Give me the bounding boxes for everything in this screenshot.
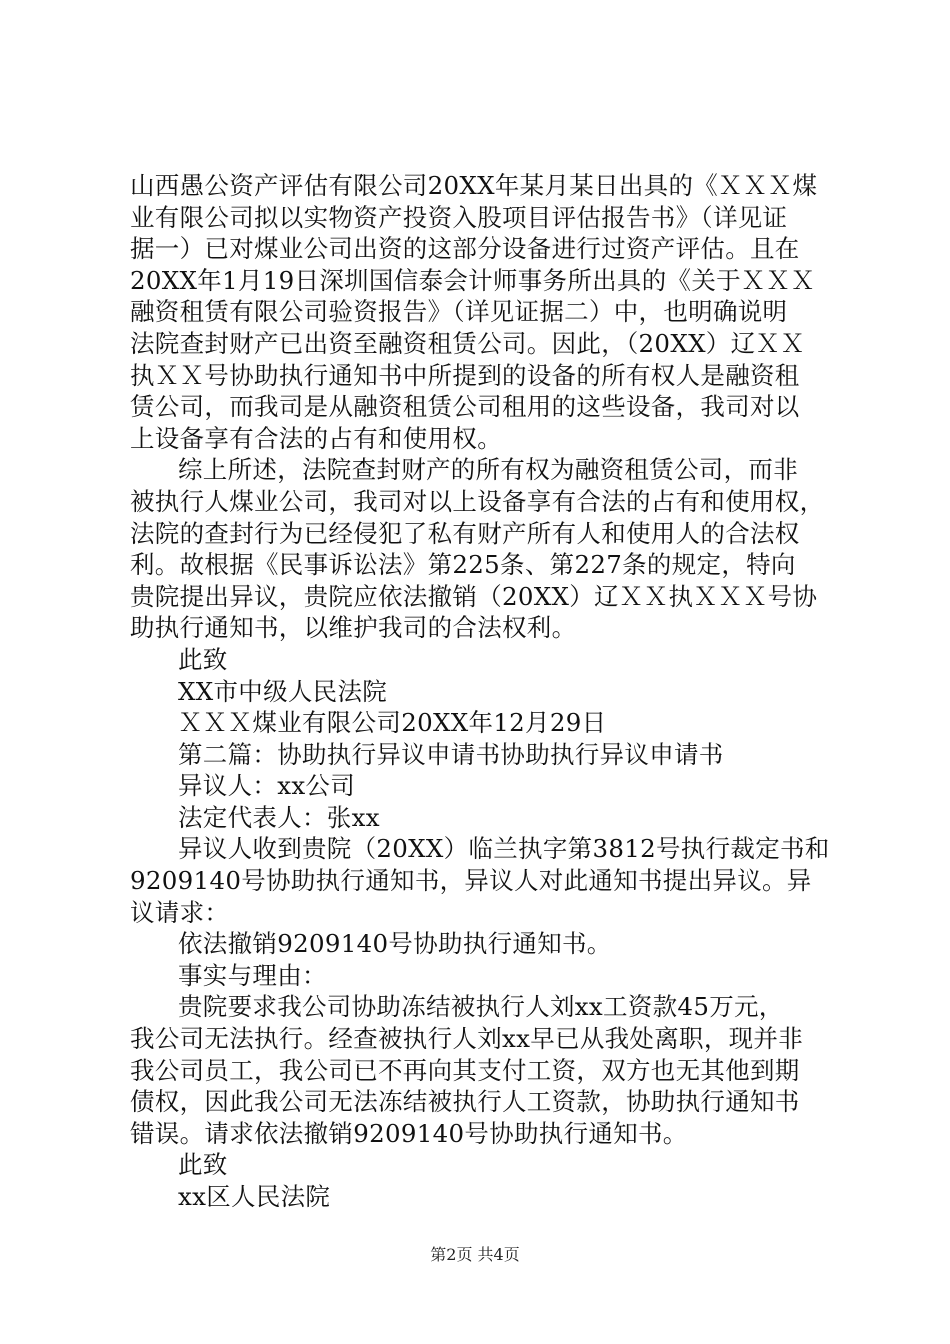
document-line: 综上所述，法院查封财产的所有权为融资租赁公司，而非 <box>178 455 798 485</box>
document-line: 第二篇：协助执行异议申请书协助执行异议申请书 <box>178 739 724 769</box>
document-line: 法院查封财产已出资至融资租赁公司。因此，（20XX）辽ＸＸ <box>130 328 806 358</box>
document-line: 赁公司，而我司是从融资租赁公司租用的这些设备，我司对以 <box>130 392 800 422</box>
document-line: 此致 <box>178 1150 228 1180</box>
document-line: 我公司无法执行。经查被执行人刘xx早已从我处离职，现并非 <box>130 1024 804 1054</box>
document-line: 上设备享有合法的占有和使用权。 <box>130 423 502 453</box>
document-line: 执ＸＸ号协助执行通知书中所提到的设备的所有权人是融资租 <box>130 360 800 390</box>
document-line: 被执行人煤业公司，我司对以上设备享有合法的占有和使用权， <box>130 486 825 516</box>
document-line: 事实与理由： <box>178 960 327 990</box>
document-line: 我公司员工，我公司已不再向其支付工资，双方也无其他到期 <box>130 1055 800 1085</box>
document-body <box>130 170 830 1213</box>
document-line: 异议人：xx公司 <box>178 771 356 801</box>
document-line: 融资租赁有限公司验资报告》（详见证据二）中，也明确说明 <box>130 297 788 327</box>
document-line: 9209140号协助执行通知书，异议人对此通知书提出异议。异 <box>130 866 812 896</box>
document-line: 业有限公司拟以实物资产投资入股项目评估报告书》（详见证 <box>130 202 788 232</box>
document-line: 20XX年1月19日深圳国信泰会计师事务所出具的《关于ＸＸＸ <box>130 265 816 295</box>
document-line: 贵院要求我公司协助冻结被执行人刘xx工资款45万元， <box>178 992 784 1022</box>
page-footer: 第2页 共4页 <box>430 1245 520 1264</box>
document-line: xx区人民法院 <box>178 1182 331 1211</box>
document-line: 依法撤销9209140号协助执行通知书。 <box>178 929 612 959</box>
document-line: 据一）已对煤业公司出资的这部分设备进行过资产评估。且在 <box>130 234 800 264</box>
document-line: XX市中级人民法院 <box>178 676 388 706</box>
document-line: 议请求： <box>130 897 230 927</box>
document-line: 利。故根据《民事诉讼法》第225条、第227条的规定，特向 <box>130 550 796 580</box>
document-line: 错误。请求依法撤销9209140号协助执行通知书。 <box>130 1118 688 1148</box>
document-line: 法定代表人：张xx <box>178 802 380 832</box>
document-line: 贵院提出异议，贵院应依法撤销（20XX）辽ＸＸ执ＸＸＸ号协 <box>130 581 818 611</box>
document-line: 异议人收到贵院（20XX）临兰执字第3812号执行裁定书和 <box>178 834 830 864</box>
document-line: 此致 <box>178 644 228 674</box>
document-line: 法院的查封行为已经侵犯了私有财产所有人和使用人的合法权 <box>130 518 800 548</box>
document-line: 债权，因此我公司无法冻结被执行人工资款，协助执行通知书 <box>130 1087 800 1117</box>
document-line: 山西愚公资产评估有限公司20XX年某月某日出具的《ＸＸＸ煤 <box>130 171 818 200</box>
document-line: 助执行通知书，以维护我司的合法权利。 <box>130 613 577 643</box>
document-line: ＸＸＸ煤业有限公司20XX年12月29日 <box>178 708 607 738</box>
